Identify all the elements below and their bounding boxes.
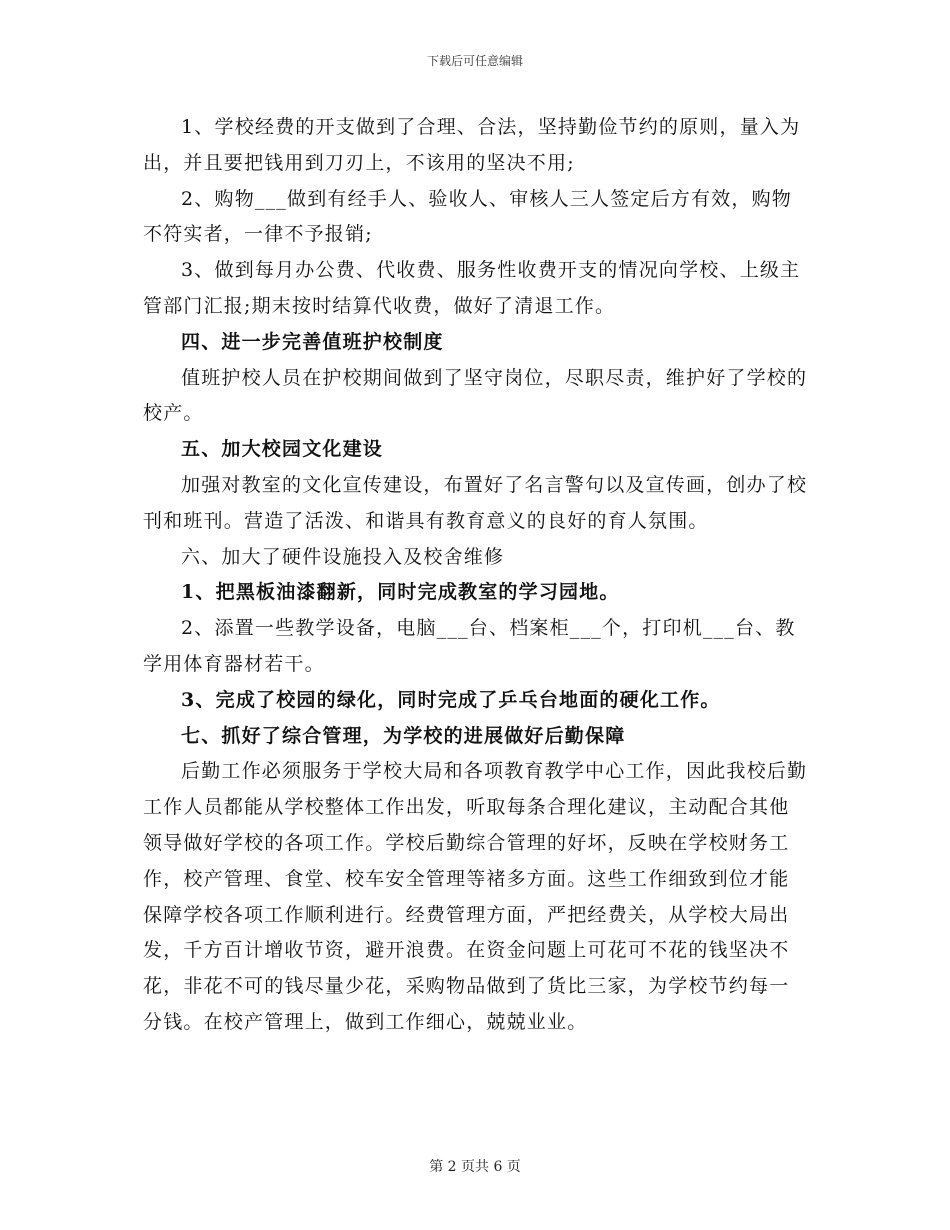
section-heading-6: 六、加大了硬件设施投入及校舍维修 <box>181 545 505 568</box>
document-body <box>143 110 809 1041</box>
paragraph-7: 加强对教室的文化宣传建设，布置好了名言警句以及宣传画，创办了校刊和班刊。营造了活泼、和谐具有教育意义的良好的育人氛围。 <box>143 473 808 532</box>
paragraph-11: 3、完成了校园的绿化，同时完成了乒乓台地面的硬化工作。 <box>181 688 721 711</box>
page-footer: 第 2 页共 6 页 <box>429 1159 521 1175</box>
section-heading-4: 四、进一步完善值班护校制度 <box>181 330 444 353</box>
paragraph-3: 3、做到每月办公费、代收费、服务性收费开支的情况向学校、上级主管部门汇报;期末按时结算代收费，做好了清退工作。 <box>143 259 801 317</box>
section-heading-7: 七、抓好了综合管理，为学校的进展做好后勤保障 <box>181 724 626 747</box>
page-header: 下载后可任意编辑 <box>426 54 523 68</box>
paragraph-10: 2、添置一些教学设备，电脑___台、档案柜___个，打印机___台、教学用体育器材若干。 <box>143 617 796 675</box>
paragraph-5: 值班护校人员在护校期间做到了坚守岗位，尽职尽责，维护好了学校的校产。 <box>143 366 808 425</box>
section-heading-5: 五、加大校园文化建设 <box>181 438 384 461</box>
paragraph-13: 后勤工作必须服务于学校大局和各项教育教学中心工作，因此我校后勤工作人员都能从学校整体工作出发，听取每条合理化建议，主动配合其他领导做好学校的各项工作。学校后勤综合管理的好坏，反映在学校财务工作，校产管理、食堂、校车安全管理等褚多方面。这些工作细致到位才能保障学校各项工作顺利进行。经费管理方面，严把经费关，从学校大局出发，千方百计增收节资，避开浪费。在资金问题上可花可不花的钱坚决不花，非花不可的钱尽量少花，采购物品做到了货比三家，为学校节约每一分钱。在校产管理上，做到工作细心，兢兢业业。 <box>143 760 808 1033</box>
paragraph-1: 1、学校经费的开支做到了合理、合法，坚持勤俭节约的原则，量入为出，并且要把钱用到刀刃上，不该用的坚决不用; <box>143 116 801 174</box>
paragraph-9: 1、把黑板油漆翻新，同时完成教室的学习园地。 <box>181 581 620 604</box>
paragraph-2: 2、购物___做到有经手人、验收人、审核人三人签定后方有效，购物不符实者，一律不予报销; <box>143 187 792 246</box>
